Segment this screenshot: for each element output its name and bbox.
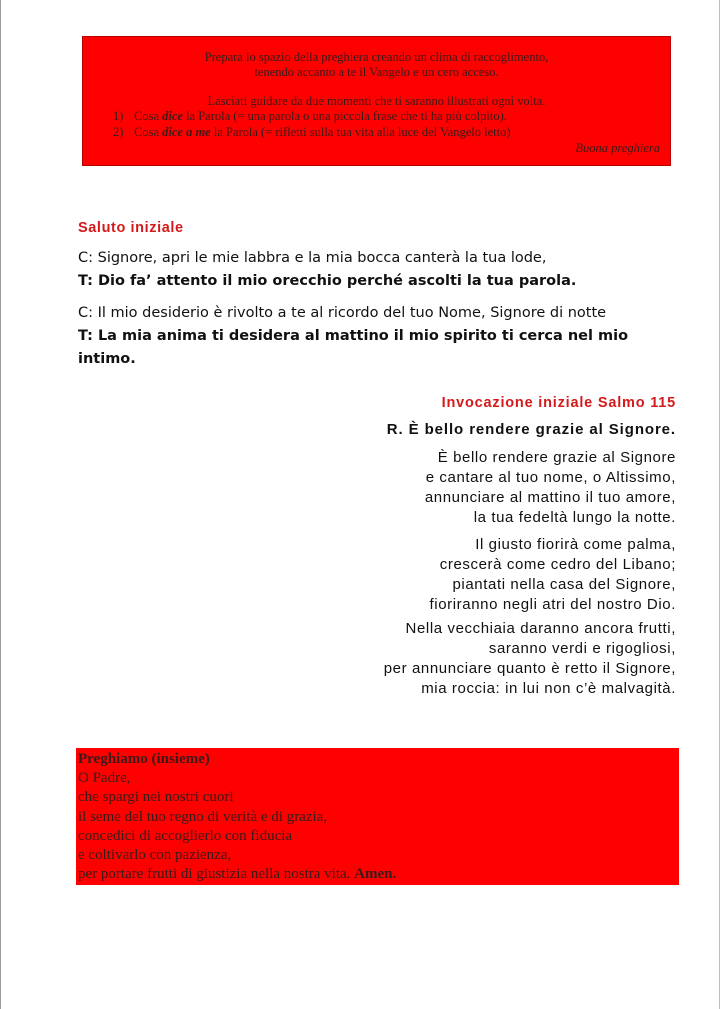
salmo-refrain: R. È bello rendere grazie al Signore. bbox=[386, 421, 676, 438]
verse-line: saranno verdi e rigogliosi, bbox=[488, 640, 676, 657]
item-text: la Parola (= rifletti sulla tua vita alla luce del Vangelo letto) bbox=[210, 125, 511, 139]
salmo-stanza bbox=[384, 619, 676, 699]
verse-line: fioriranno negli atri del nostro Dio. bbox=[429, 596, 676, 613]
verse-line: mia roccia: in lui non c’è malvagità. bbox=[421, 680, 676, 697]
salmo-stanza bbox=[425, 448, 676, 528]
prayer-line: per portare frutti di giustizia nella nostra vita. bbox=[78, 866, 351, 883]
verse-line: piantati nella casa del Signore, bbox=[452, 576, 676, 593]
intro-line: Lasciati guidare da due momenti che ti saranno illustrati ogni volta. bbox=[207, 94, 546, 108]
verse-line: crescerà come cedro del Libano; bbox=[439, 556, 676, 573]
verse-line: È bello rendere grazie al Signore bbox=[437, 449, 676, 466]
prayer-line: che spargi nei nostri cuori bbox=[78, 789, 234, 806]
celebrant-line: C: Signore, apri le mie labbra e la mia bocca canterà la tua lode, bbox=[78, 250, 547, 266]
list-number: 2) bbox=[113, 125, 124, 139]
intro-box bbox=[82, 36, 671, 166]
salmo-stanza bbox=[430, 535, 676, 615]
prayer-line-last bbox=[78, 865, 679, 884]
prayer-box bbox=[76, 748, 679, 885]
item-emphasis: dice bbox=[162, 109, 183, 123]
prayer-line: O Padre, bbox=[78, 770, 131, 787]
prayer-title: Preghiamo (insieme) bbox=[78, 751, 210, 767]
item-text: la Parola (= una parola o una piccola frase che ti ha più colpito). bbox=[182, 109, 507, 123]
intro-closing: Buona preghiera bbox=[575, 141, 660, 155]
verse-line: e cantare al tuo nome, o Altissimo, bbox=[425, 469, 676, 486]
list-number: 1) bbox=[113, 109, 124, 123]
salmo-title: Invocazione iniziale Salmo 115 bbox=[441, 395, 676, 411]
verse-line: Nella vecchiaia daranno ancora frutti, bbox=[405, 620, 676, 637]
item-text: Cosa bbox=[134, 109, 163, 123]
prayer-line: concedici di accoglierlo con fiducia bbox=[78, 827, 293, 844]
prayer-line: il seme del tuo regno di verità e di grazia, bbox=[78, 808, 328, 825]
prayer-amen: Amen. bbox=[354, 866, 397, 883]
verse-line: la tua fedeltà lungo la notte. bbox=[473, 509, 676, 526]
verse-line: per annunciare quanto è retto il Signore, bbox=[383, 660, 676, 677]
saluto-title: Saluto iniziale bbox=[78, 220, 184, 236]
verse-line: Il giusto fiorirà come palma, bbox=[475, 536, 676, 553]
verse-line: annunciare al mattino il tuo amore, bbox=[424, 489, 676, 506]
intro-list-item bbox=[113, 125, 511, 140]
intro-line: tenendo accanto a te il Vangelo e un cero acceso. bbox=[254, 65, 499, 79]
assembly-line: T: Dio fa’ attento il mio orecchio perché ascolti la tua parola. bbox=[78, 273, 577, 289]
assembly-line: T: La mia anima ti desidera al mattino il mio spirito ti cerca nel mio intimo. bbox=[78, 328, 629, 367]
celebrant-line: C: Il mio desiderio è rivolto a te al ricordo del tuo Nome, Signore di notte bbox=[78, 305, 607, 321]
page-edge bbox=[0, 0, 1, 1009]
item-text: Cosa bbox=[134, 125, 163, 139]
item-emphasis: dice a me bbox=[162, 125, 211, 139]
prayer-line: e coltivarlo con pazienza, bbox=[78, 847, 232, 864]
intro-list-item bbox=[113, 109, 507, 124]
intro-line: Prepara lo spazio della preghiera creando un clima di raccoglimento, bbox=[204, 50, 549, 64]
